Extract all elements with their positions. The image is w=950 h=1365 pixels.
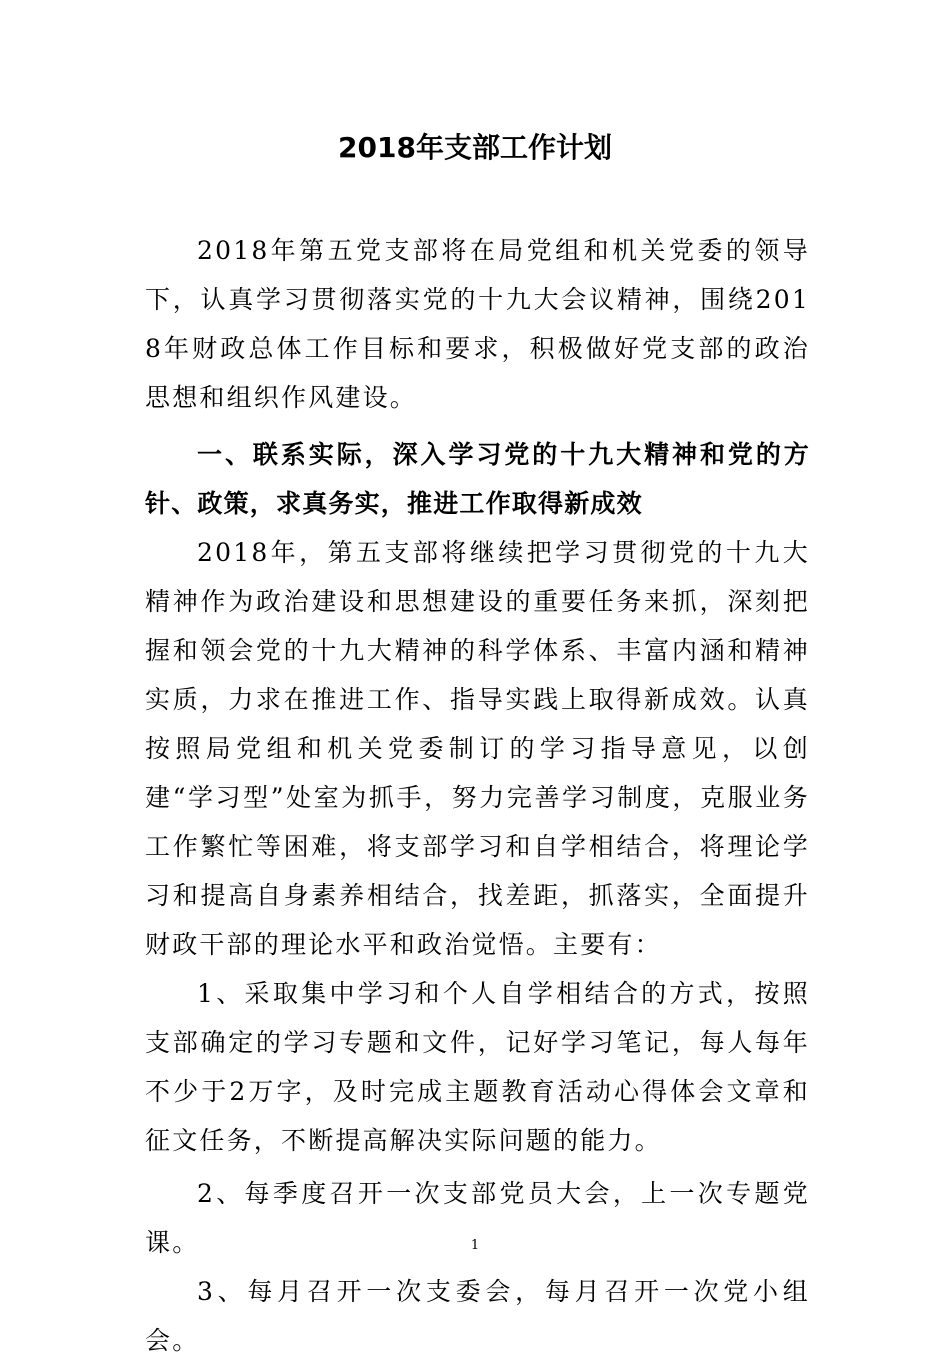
list-item-2: 2、每季度召开一次支部党员大会，上一次专题党课。	[145, 1179, 810, 1257]
intro-paragraph: 2018年第五党支部将在局党组和机关党委的领导下，认真学习贯彻落实党的十九大会议精神，围绕2018年财政总体工作目标和要求，积极做好党支部的政治思想和组织作风建设。	[145, 236, 810, 412]
list-item-3: 3、每月召开一次支委会，每月召开一次党小组会。	[145, 1277, 810, 1355]
list-item-1: 1、采取集中学习和个人自学相结合的方式，按照支部确定的学习专题和文件，记好学习笔记，每人每年不少于2万字，及时完成主题教育活动心得体会文章和征文任务，不断提高解决实际问题的能力。	[145, 979, 810, 1155]
section-heading-1: 一、联系实际，深入学习党的十九大精神和党的方针、政策，求真务实，推进工作取得新成效	[145, 440, 810, 518]
document-body	[145, 226, 810, 1365]
section-1-paragraph: 2018年，第五支部将继续把学习贯彻党的十九大精神作为政治建设和思想建设的重要任务来抓，深刻把握和领会党的十九大精神的科学体系、丰富内涵和精神实质，力求在推进工作、指导实践上取得新成效。认真按照局党组和机关党委制订的学习指导意见，以创建“学习型”处室为抓手，努力完善学习制度，克服业务工作繁忙等困难，将支部学习和自学相结合，将理论学习和提高自身素养相结合，找差距，抓落实，全面提升财政干部的理论水平和政治觉悟。主要有：	[145, 538, 810, 959]
page-number: 1	[470, 1238, 480, 1253]
document-title: 2018年支部工作计划	[338, 131, 612, 164]
